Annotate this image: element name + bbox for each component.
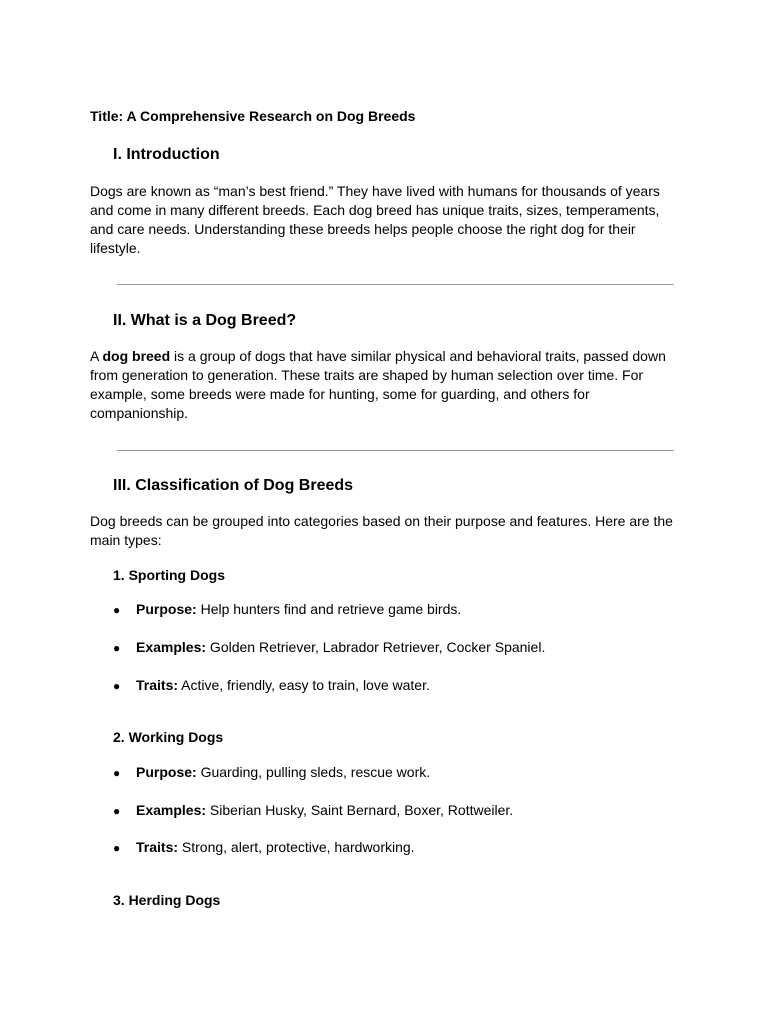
bullet-icon: ●	[113, 603, 121, 617]
category-heading-herding: 3. Herding Dogs	[113, 892, 221, 908]
category-heading-sporting: 1. Sporting Dogs	[113, 567, 225, 583]
section-heading-what-is-dog-breed: II. What is a Dog Breed?	[113, 312, 297, 329]
list-item-text: Strong, alert, protective, hardworking.	[178, 839, 415, 855]
list-item-text: Active, friendly, easy to train, love water.	[178, 677, 430, 693]
section-divider	[117, 450, 674, 451]
dog-breed-definition-paragraph	[90, 347, 680, 423]
bullet-icon: ●	[113, 804, 121, 818]
list-item-label: Examples:	[136, 639, 207, 655]
list-item	[113, 763, 430, 782]
section-heading-classification: III. Classification of Dog Breeds	[113, 477, 354, 494]
list-item-label: Examples:	[136, 802, 207, 818]
list-item-text: Guarding, pulling sleds, rescue work.	[196, 764, 431, 780]
list-item-label: Traits:	[136, 839, 179, 855]
category-heading-working: 2. Working Dogs	[113, 729, 224, 745]
section-heading-introduction: I. Introduction	[113, 146, 220, 163]
classification-paragraph: Dog breeds can be grouped into categories based on their purpose and features. Here are the main types:	[90, 513, 673, 548]
paragraph-text: A	[90, 348, 103, 364]
list-item-label: Purpose:	[136, 764, 197, 780]
bullet-icon: ●	[113, 841, 121, 855]
section-divider	[117, 284, 674, 285]
bullet-icon: ●	[113, 641, 121, 655]
paragraph-text: is a group of dogs that have similar physical and behavioral traits, passed down from generation to generation. These traits are shaped by human selection over time. For example, some breeds were made for hunting, some for guarding, and others for companionship.	[90, 348, 666, 421]
list-item-text: Help hunters find and retrieve game birds.	[196, 601, 462, 617]
list-item	[113, 838, 415, 857]
bullet-icon: ●	[113, 679, 121, 693]
list-item-label: Purpose:	[136, 601, 197, 617]
document-title: Title: A Comprehensive Research on Dog Breeds	[90, 108, 416, 124]
list-item	[113, 676, 430, 695]
list-item-label: Traits:	[136, 677, 179, 693]
list-item-text: Golden Retriever, Labrador Retriever, Cocker Spaniel.	[206, 639, 546, 655]
list-item	[113, 638, 545, 657]
paragraph-bold-term: dog breed	[102, 348, 171, 364]
introduction-paragraph: Dogs are known as “man’s best friend.” They have lived with humans for thousands of years and come in many different breeds. Each dog breed has unique traits, sizes, temperaments, and care needs. Understanding these breeds helps people choose the right dog for their lifestyle.	[90, 183, 660, 256]
list-item	[113, 600, 461, 619]
list-item-text: Siberian Husky, Saint Bernard, Boxer, Rottweiler.	[206, 802, 514, 818]
list-item	[113, 801, 513, 820]
bullet-icon: ●	[113, 766, 121, 780]
